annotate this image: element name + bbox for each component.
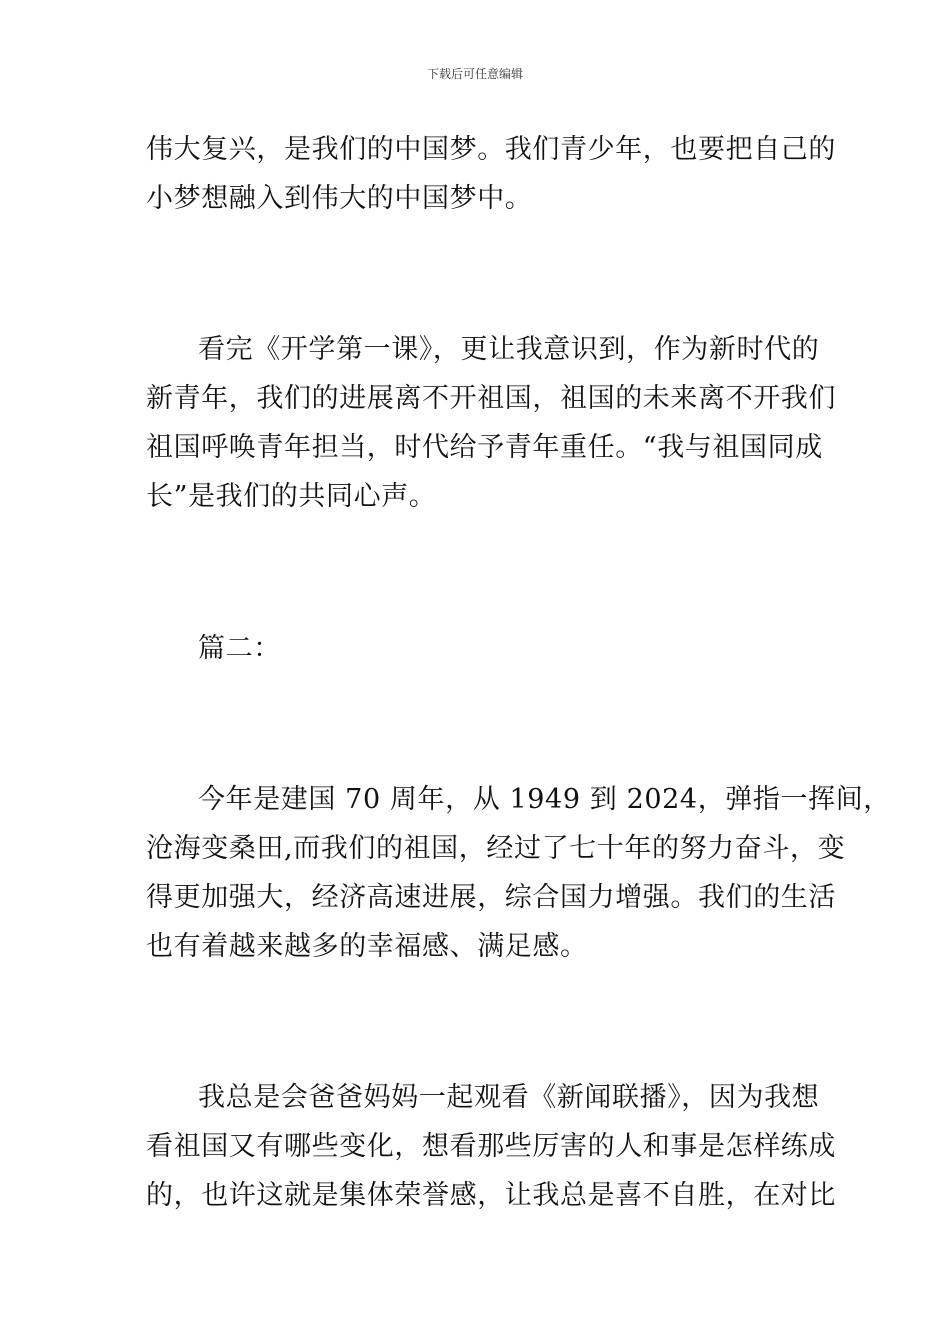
paragraph-line: 伟大复兴，是我们的中国梦。我们青少年，也要把自己的 bbox=[146, 134, 836, 165]
paragraph-line: 的，也许这就是集体荣誉感，让我总是喜不自胜，在对比 bbox=[146, 1180, 836, 1211]
paragraph-line: 得更加强大，经济高速进展，综合国力增强。我们的生活 bbox=[146, 882, 836, 913]
paragraph-line: 小梦想融入到伟大的中国梦中。 bbox=[146, 183, 533, 214]
paragraph-line: 祖国呼唤青年担当，时代给予青年重任。“我与祖国同成 bbox=[146, 432, 823, 463]
paragraph-line: 看完《开学第一课》，更让我意识到，作为新时代的 bbox=[198, 334, 820, 365]
paragraph-line: 我总是会爸爸妈妈一起观看《新闻联播》，因为我想 bbox=[198, 1082, 820, 1113]
page-header: 下载后可任意编辑 bbox=[426, 67, 523, 81]
paragraph-line: 新青年，我们的进展离不开祖国，祖国的未来离不开我们 bbox=[146, 383, 836, 414]
paragraph-line: 也有着越来越多的幸福感、满足感。 bbox=[146, 931, 588, 962]
paragraph-line: 今年是建国 70 周年，从 1949 到 2024，弹指一挥间， bbox=[198, 784, 891, 815]
paragraph-line: 看祖国又有哪些变化，想看那些厉害的人和事是怎样练成 bbox=[146, 1131, 836, 1162]
paragraph-line: 沧海变桑田,而我们的祖国，经过了七十年的努力奋斗，变 bbox=[146, 833, 846, 864]
section-heading: 篇二： bbox=[198, 633, 281, 664]
paragraph-line: 长”是我们的共同心声。 bbox=[146, 481, 437, 512]
